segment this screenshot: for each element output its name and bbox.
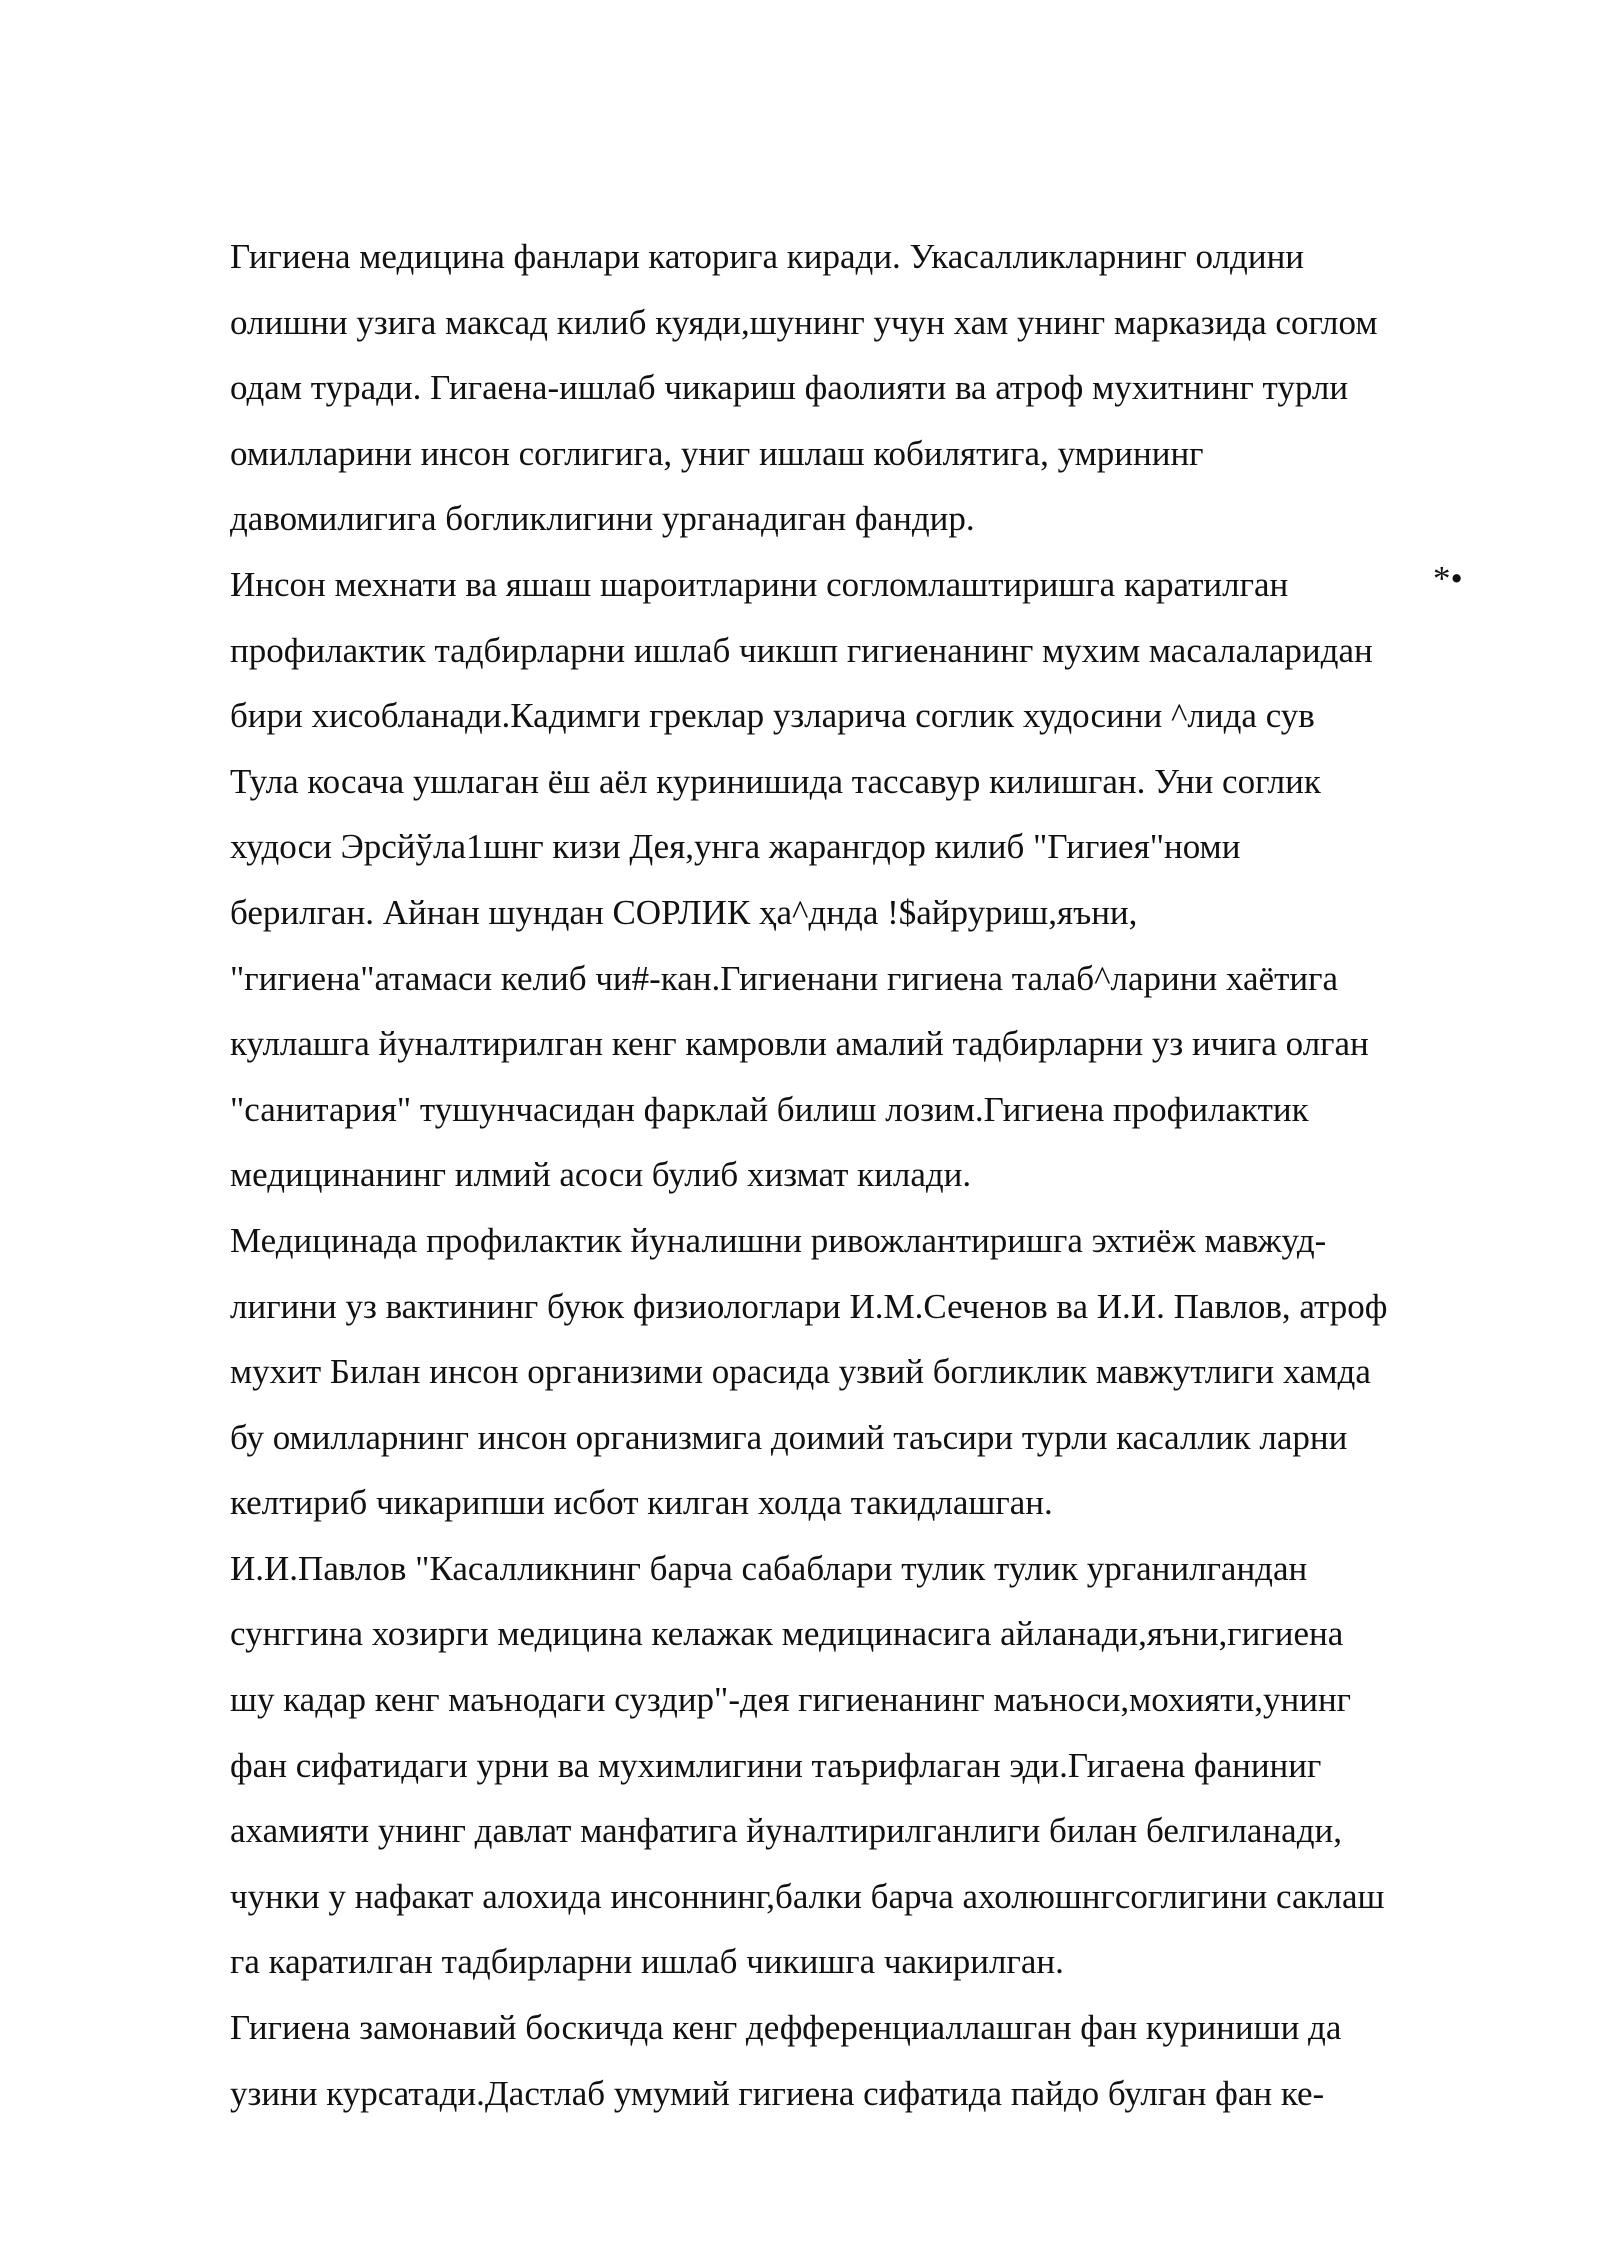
text-line: га каратилган тадбирларни ишлаб чикишга чакирилган. (230, 1942, 1064, 1982)
text-line: фан сифатидаги урни ва мухимлигини таърифлаган эди.Гигаена фаниниг (230, 1745, 1322, 1785)
text-line: профилактик тадбирларни ишлаб чикшп гигиенанинг мухим масалаларидан (230, 630, 1373, 670)
text-line: бири хисобланади.Кадимги греклар узларича соглик худосини ^лида сув (230, 696, 1315, 736)
text-line: худоси Эрсйўла1шнг кизи Дея,унга жарангдор килиб "Гигиея"номи (230, 827, 1241, 867)
text-line: келтириб чикарипши исбот килган холда такидлашган. (230, 1483, 1053, 1523)
text-line: "санитария" тушунчасидан фарклай билиш лозим.Гигиена профилактик (230, 1089, 1309, 1129)
text-line: Инсон мехнати ва яшаш шароитларини согломлаштиришга каратилган (230, 564, 1289, 604)
text-line: олишни узига максад килиб куяди,шунинг учун хам унинг марказида соглом (230, 302, 1378, 342)
text-line: узини курсатади.Дастлаб умумий гигиена сифатида пайдо булган фан ке- (230, 2073, 1325, 2113)
text-line: Гигиена медицина фанлари каторига киради. Укасалликларнинг олдини (230, 237, 1305, 276)
text-line: давомилигига богликлигини урганадиган фандир. (230, 499, 975, 539)
text-line: куллашга йуналтирилган кенг камровли амалий тадбирларни уз ичига олган (230, 1024, 1369, 1064)
text-line: Медицинада профилактик йуналишни ривожлантиришга эхтиёж мавжуд- (230, 1220, 1327, 1260)
text-line: ахамияти унинг давлат манфатига йуналтирилганлиги билан белгиланади, (230, 1811, 1343, 1851)
margin-marker: *• (1433, 559, 1463, 598)
text-line: чунки у нафакат алохида инсоннинг,балки барча ахолюшнгсоглигини саклаш (230, 1876, 1385, 1916)
text-line: берилган. Айнан шундан СОРЛИК ҳа^днда !$айруриш,яъни, (230, 892, 1138, 932)
text-line: одам туради. Гигаена-ишлаб чикариш фаолияти ва атроф мухитнинг турли (230, 368, 1349, 408)
text-line: бу омилларнинг инсон организмига доимий таъсири турли касаллик ларни (230, 1417, 1348, 1457)
text-line: лигини уз вактининг буюк физиологлари И.М.Сеченов ва И.И. Павлов, атроф (230, 1286, 1388, 1326)
text-line: И.И.Павлов "Касалликнинг барча сабаблари тулик тулик урганилгандан (230, 1548, 1308, 1588)
text-line: медицинанинг илмий асоси булиб хизмат килади. (230, 1155, 972, 1195)
text-line: Тула косача ушлаган ёш аёл куринишида тассавур килишган. Уни соглик (230, 761, 1321, 801)
text-line: "гигиена"атамаси келиб чи#-кан.Гигиенани гигиена талаб^ларини хаётига (230, 958, 1339, 998)
text-line: омилларини инсон соглигига, униг ишлаш кобилятига, умрининг (230, 433, 1204, 473)
text-line: мухит Билан инсон организими орасида узвий богликлик мавжутлиги хамда (230, 1352, 1371, 1392)
document-body-text (230, 224, 1530, 2126)
text-line: Гигиена замонавий боскичда кенг дефференциаллашган фан куриниши да (230, 2008, 1342, 2048)
text-line: шу кадар кенг маънодаги суздир"-дея гигиенанинг маъноси,мохияти,унинг (230, 1680, 1352, 1720)
text-line: сунггина хозирги медицина келажак медицинасига айланади,яъни,гигиена (230, 1614, 1344, 1654)
